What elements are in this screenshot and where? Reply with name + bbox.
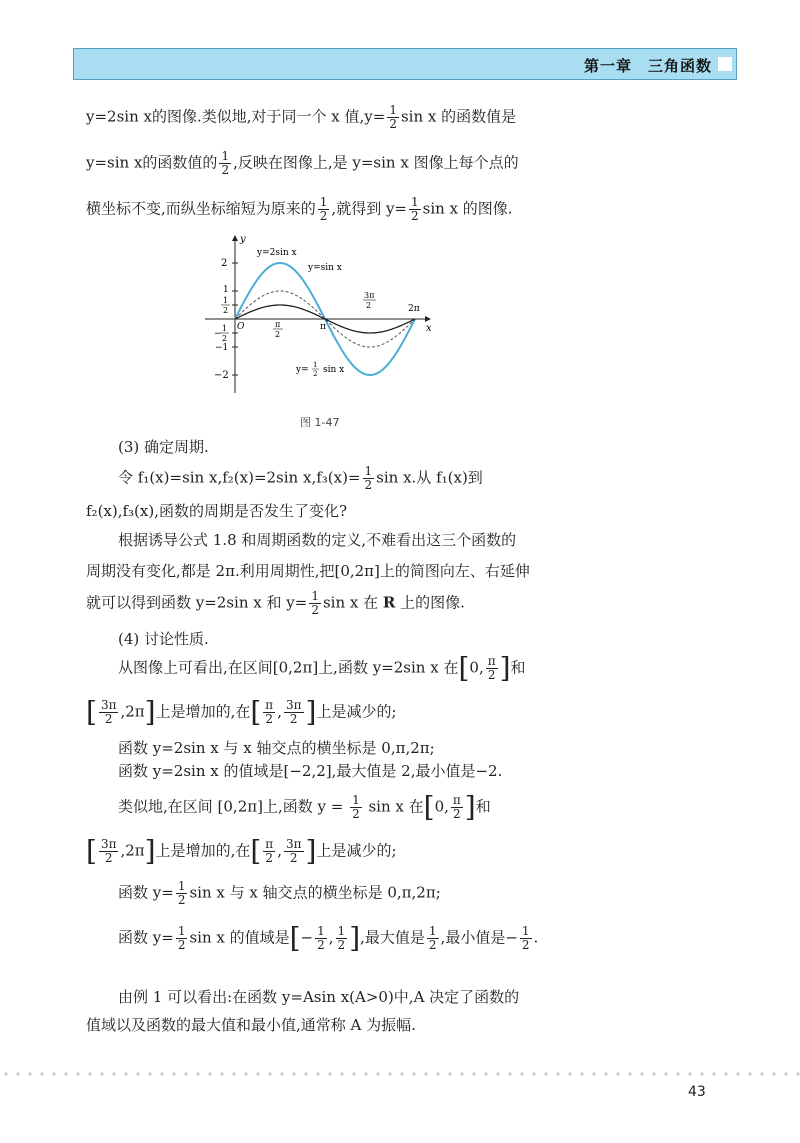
fraction: $\frac{3\pi}{2}$: [285, 698, 302, 726]
text-span: sin x 的函数值是: [400, 107, 517, 126]
text-span: 和: [475, 797, 491, 816]
fraction: $\frac{3\pi}{2}$: [100, 698, 117, 726]
bracket: ]: [305, 834, 317, 868]
text-span: sin x 与 x 轴交点的横坐标是 0,π,2π;: [189, 883, 441, 902]
text-span: 上是减少的;: [316, 841, 397, 860]
fraction: $\frac{1}{2}$: [352, 793, 360, 821]
tick-label-m1: −1: [215, 343, 229, 353]
text-line-9: [86, 590, 465, 617]
bracket: ]: [144, 834, 156, 868]
text-span: 就可以得到函数 y=2sin x 和 y=: [86, 593, 308, 612]
text-line-17: [118, 880, 441, 907]
bracket: [: [289, 921, 301, 955]
fraction: $\frac{\pi}{2}$: [265, 698, 274, 726]
x-axis-label: x: [426, 323, 432, 334]
fraction: $\frac{\pi}{2}$: [487, 654, 496, 682]
tick-label-pi2-num: π: [275, 320, 281, 329]
curve-label-2sin: y=2sin x: [257, 248, 297, 258]
text-line-6: f₂(x),f₃(x),函数的周期是否发生了变化?: [86, 502, 348, 520]
text-span: ,: [277, 702, 282, 721]
text-line-15: [118, 790, 491, 824]
text-span: ,: [328, 928, 334, 947]
fraction: $\frac{3\pi}{2}$: [100, 837, 117, 865]
text-line-20: 值域以及函数的最大值和最小值,通常称 A 为振幅.: [86, 1016, 416, 1034]
bracket: [: [458, 651, 470, 685]
text-span: 类似地,在区间 [0,2π]上,函数 y =: [118, 797, 349, 816]
chapter-header-bar: [73, 48, 737, 80]
bracket: ]: [144, 695, 156, 729]
tick-label-pi: π: [320, 322, 326, 332]
text-span: 上是减少的;: [316, 702, 397, 721]
page-number: 43: [688, 1084, 706, 1100]
fraction: $\frac{1}{2}$: [177, 924, 186, 952]
fraction: $\frac{1}{2}$: [319, 195, 328, 223]
bracket: ]: [464, 790, 476, 824]
curve-label-half-num: 1: [313, 361, 318, 369]
text-span: 横坐标不变,而纵坐标缩短为原来的: [86, 199, 316, 218]
text-span: ,最小值是−: [440, 928, 518, 947]
text-line-5: [118, 465, 483, 492]
text-line-16: [86, 834, 397, 868]
fraction: $\frac{\pi}{2}$: [265, 837, 274, 865]
tick-label-mhalf-den: 2: [222, 334, 228, 343]
tick-label-m2: −2: [214, 370, 229, 381]
text-span: 函数 y=: [118, 928, 174, 947]
bracket: [: [86, 834, 97, 868]
fraction: $\frac{1}{2}$: [317, 924, 325, 952]
text-line-19: 由例 1 可以看出:在函数 y=Asin x(A>0)中,A 决定了函数的: [118, 988, 520, 1006]
bracket: [: [250, 695, 262, 729]
text-span: 函数 y=: [118, 883, 174, 902]
bracket: ]: [305, 695, 317, 729]
text-span: sin x 的图像.: [422, 199, 513, 218]
tick-label-mhalf-num: 1: [222, 324, 228, 333]
text-line-2: [86, 150, 519, 177]
footer-dotted-rule: [0, 1071, 800, 1077]
text-span: 0,: [434, 797, 449, 816]
text-span: 上是增加的,在: [155, 702, 251, 721]
fraction: $\frac{1}{2}$: [389, 103, 397, 131]
text-span: 上是增加的,在: [155, 841, 251, 860]
curve-label-half-b: sin x: [323, 365, 345, 375]
tick-label-2: 2: [221, 258, 228, 269]
chapter-title: 第一章 三角函数: [583, 57, 712, 75]
fraction: $\frac{1}{2}$: [221, 149, 230, 177]
text-line-1: [86, 104, 516, 131]
text-line-14: 函数 y=2sin x 的值域是[−2,2],最大值是 2,最小值是−2.: [118, 762, 503, 780]
fraction: $\frac{1}{2}$: [311, 589, 319, 617]
fraction: $\frac{1}{2}$: [428, 924, 437, 952]
text-span: ,反映在图像上,是 y=sin x 图像上每个点的: [233, 153, 519, 172]
text-line-18: [118, 921, 539, 955]
section-heading-3: (3) 确定周期.: [118, 438, 209, 456]
text-line-3: [86, 196, 513, 223]
tick-label-3pi2-num: 3π: [364, 291, 375, 300]
bracket: ]: [499, 651, 511, 685]
curve-label-half-den: 2: [313, 370, 318, 378]
text-span: sin x 在: [322, 593, 383, 612]
header-corner-square: [718, 57, 732, 71]
curve-label-sin: y=sin x: [308, 263, 342, 273]
tick-label-half-num: 1: [223, 296, 229, 305]
section-heading-4: (4) 讨论性质.: [118, 630, 209, 648]
text-span: 和: [510, 658, 526, 677]
bracket: [: [250, 834, 262, 868]
tick-label-1: 1: [223, 285, 229, 295]
figure-caption: 图 1-47: [300, 416, 340, 429]
tick-label-pi2-den: 2: [275, 330, 281, 339]
tick-label-3pi2-den: 2: [366, 301, 372, 310]
text-line-12: [86, 695, 397, 729]
tick-label-2pi: 2π: [408, 304, 420, 314]
text-line-11: [118, 651, 526, 685]
fraction: $\frac{1}{2}$: [411, 195, 419, 223]
tick-label-mhalf-sign: −: [214, 329, 222, 339]
fraction: $\frac{1}{2}$: [177, 879, 186, 907]
text-span: y=2sin x的图像.类似地,对于同一个 x 值,y=: [86, 107, 386, 126]
fraction: $\frac{1}{2}$: [364, 464, 373, 492]
text-span: ,2π: [120, 841, 145, 860]
y-axis-label: y: [240, 234, 246, 245]
text-span: −: [300, 928, 314, 947]
text-line-7: 根据诱导公式 1.8 和周期函数的定义,不难看出这三个函数的: [118, 531, 517, 549]
bracket: ]: [349, 921, 361, 955]
origin-label: O: [237, 322, 245, 332]
text-span: 令 f₁(x)=sin x,f₂(x)=2sin x,f₃(x)=: [118, 468, 361, 487]
curve-label-half-a: y=: [296, 365, 309, 375]
tick-label-half-den: 2: [223, 306, 229, 315]
text-span: sin x 在: [363, 797, 424, 816]
text-span: 0,: [469, 658, 484, 677]
text-span: sin x.从 f₁(x)到: [376, 468, 483, 487]
fraction: $\frac{\pi}{2}$: [452, 793, 461, 821]
fraction: $\frac{1}{2}$: [521, 924, 530, 952]
figure-sine-graphs: [190, 228, 450, 408]
fraction: $\frac{1}{2}$: [337, 924, 346, 952]
text-line-13: 函数 y=2sin x 与 x 轴交点的横坐标是 0,π,2π;: [118, 739, 435, 757]
text-span: sin x 的值域是: [189, 928, 290, 947]
text-span: y=sin x的函数值的: [86, 153, 218, 172]
text-span: ,2π: [120, 702, 145, 721]
text-span: 上的图像.: [395, 593, 465, 612]
text-span: 从图像上可看出,在区间[0,2π]上,函数 y=2sin x 在: [118, 658, 459, 677]
text-span: ,: [277, 841, 282, 860]
text-line-8: 周期没有变化,都是 2π.利用周期性,把[0,2π]上的简图向左、右延伸: [86, 562, 530, 580]
text-span: ,最大值是: [360, 928, 425, 947]
bracket: [: [86, 695, 97, 729]
bracket: [: [423, 790, 435, 824]
text-span: ,就得到 y=: [331, 199, 408, 218]
fraction: $\frac{3\pi}{2}$: [285, 837, 302, 865]
text-span: .: [533, 928, 539, 947]
bold-set-symbol: R: [382, 593, 396, 612]
